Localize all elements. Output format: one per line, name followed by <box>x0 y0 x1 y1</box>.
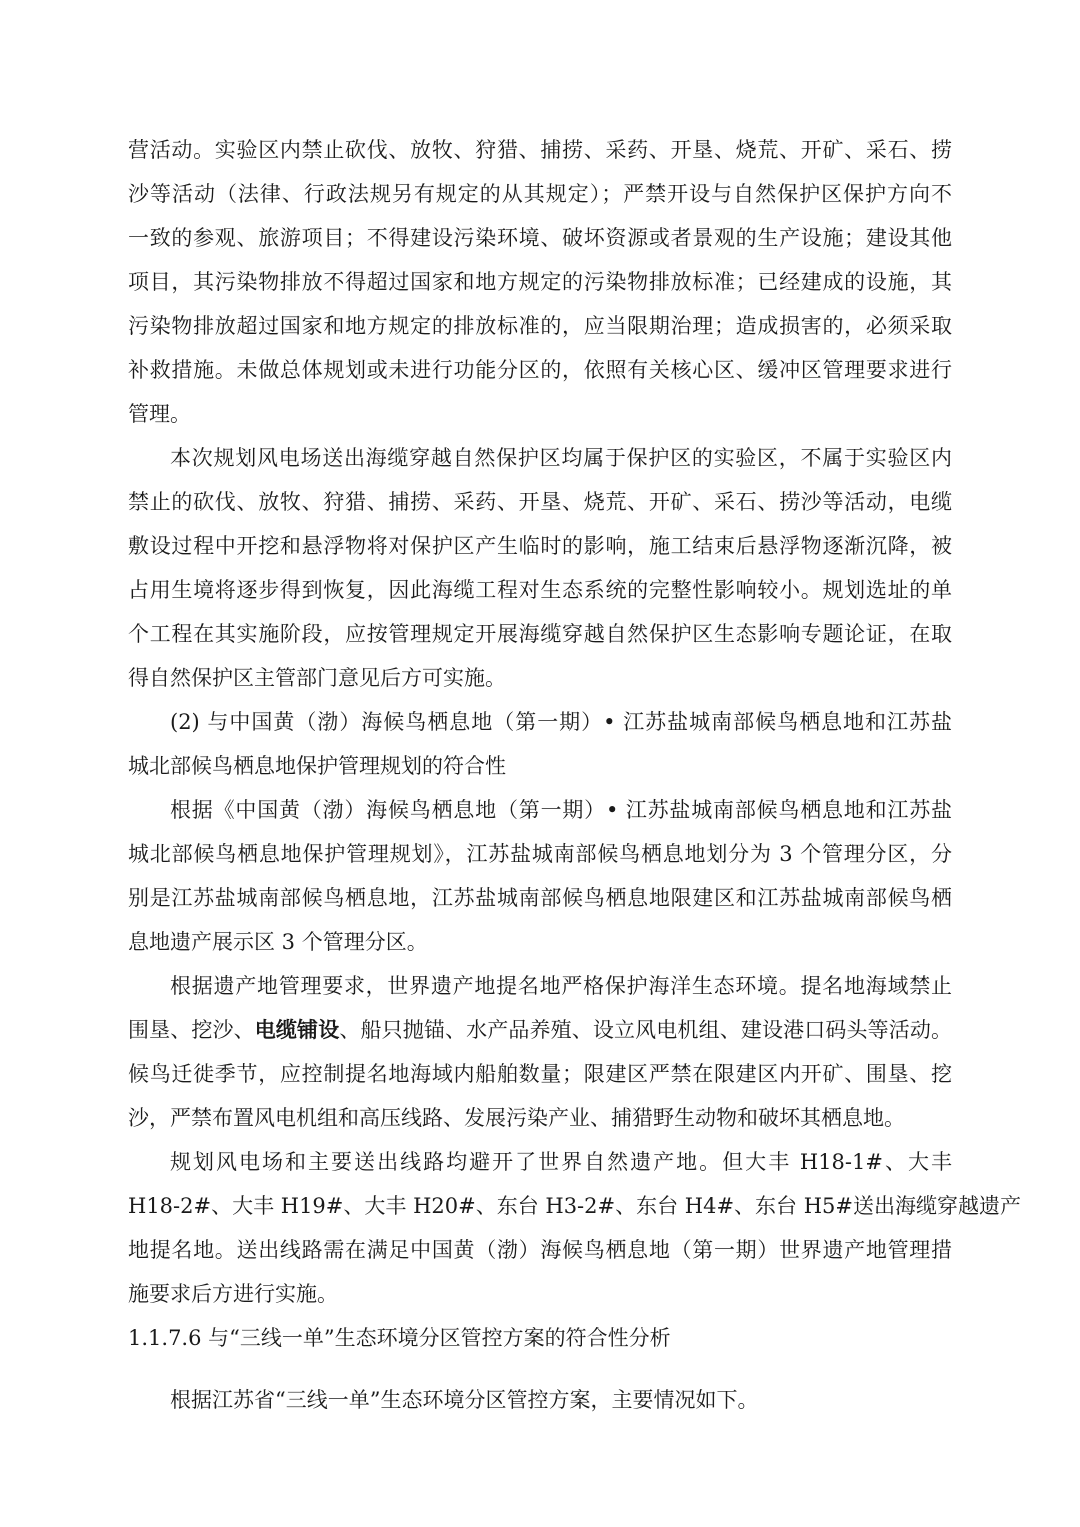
text-line: 根据江苏省“三线一单”生态环境分区管控方案，主要情况如下。 <box>170 1388 759 1412</box>
text-line: 息地遗产展示区 3 个管理分区。 <box>128 930 428 954</box>
text-line: 管理。 <box>128 402 191 426</box>
text-line: 施要求后方进行实施。 <box>128 1282 338 1306</box>
text-line: 城北部候鸟栖息地保护管理规划》，江苏盐城南部候鸟栖息地划分为 3 个管理分区，分 <box>128 842 952 866</box>
text-line: 沙等活动（法律、行政法规另有规定的从其规定）；严禁开设与自然保护区保护方向不 <box>128 182 952 206</box>
text-line: 一致的参观、旅游项目；不得建设污染环境、破坏资源或者景观的生产设施；建设其他 <box>128 226 952 250</box>
text-line: 得自然保护区主管部门意见后方可实施。 <box>128 666 506 690</box>
paragraph <box>128 788 952 964</box>
text-line: 补救措施。未做总体规划或未进行功能分区的，依照有关核心区、缓冲区管理要求进行 <box>128 358 952 382</box>
text-line: 个工程在其实施阶段，应按管理规定开展海缆穿越自然保护区生态影响专题论证，在取 <box>128 622 952 646</box>
text-segment: 、船只抛锚、水产品养殖、设立风电机组、建设港口码头等活动。 <box>339 1018 953 1042</box>
text-line: H18-2#、大丰 H19#、大丰 H20#、东台 H3-2#、东台 H4#、东台 H5#送出海缆穿越遗产 <box>128 1194 1021 1218</box>
paragraph <box>128 128 952 436</box>
text-line: 1.1.7.6 与“三线一单”生态环境分区管控方案的符合性分析 <box>128 1326 671 1350</box>
paragraph <box>128 436 952 700</box>
text-segment: 围垦、挖沙、 <box>128 1018 255 1042</box>
text-line: 项目，其污染物排放不得超过国家和地方规定的污染物排放标准；已经建成的设施，其 <box>128 270 952 294</box>
text-line: 营活动。实验区内禁止砍伐、放牧、狩猎、捕捞、采药、开垦、烧荒、开矿、采石、捞 <box>128 138 952 162</box>
text-line: 候鸟迁徙季节，应控制提名地海域内船舶数量；限建区严禁在限建区内开矿、围垦、挖 <box>128 1062 952 1086</box>
text-line: (2) 与中国黄（渤）海候鸟栖息地（第一期）• 江苏盐城南部候鸟栖息地和江苏盐 <box>170 710 952 734</box>
text-line: 本次规划风电场送出海缆穿越自然保护区均属于保护区的实验区，不属于实验区内 <box>170 446 952 470</box>
text-line: 地提名地。送出线路需在满足中国黄（渤）海候鸟栖息地（第一期）世界遗产地管理措 <box>128 1238 952 1262</box>
text-line: 根据遗产地管理要求，世界遗产地提名地严格保护海洋生态环境。提名地海域禁止 <box>170 974 952 998</box>
text-line: 敷设过程中开挖和悬浮物将对保护区产生临时的影响，施工结束后悬浮物逐渐沉降，被 <box>128 534 952 558</box>
text-line: 别是江苏盐城南部候鸟栖息地，江苏盐城南部候鸟栖息地限建区和江苏盐城南部候鸟栖 <box>128 886 952 910</box>
text-line: 禁止的砍伐、放牧、狩猎、捕捞、采药、开垦、烧荒、开矿、采石、捞沙等活动，电缆 <box>128 490 952 514</box>
text-line: 城北部候鸟栖息地保护管理规划的符合性 <box>128 754 506 778</box>
text-line: 沙，严禁布置风电机组和高压线路、发展污染产业、捕猎野生动物和破坏其栖息地。 <box>128 1106 905 1130</box>
paragraph <box>128 964 952 1140</box>
text-line: 污染物排放超过国家和地方规定的排放标准的，应当限期治理；造成损害的，必须采取 <box>128 314 952 338</box>
text-line <box>128 1008 952 1052</box>
paragraph <box>128 1378 952 1422</box>
paragraph <box>128 1140 1021 1316</box>
bold-text: 电缆铺设 <box>254 1018 340 1042</box>
text-line: 根据《中国黄（渤）海候鸟栖息地（第一期）• 江苏盐城南部候鸟栖息地和江苏盐 <box>170 798 952 822</box>
document-page <box>128 128 1021 1422</box>
text-line: 占用生境将逐步得到恢复，因此海缆工程对生态系统的完整性影响较小。规划选址的单 <box>128 578 952 602</box>
section-heading <box>128 1316 952 1360</box>
paragraph <box>128 700 952 788</box>
text-line: 规划风电场和主要送出线路均避开了世界自然遗产地。但大丰 H18-1#、大丰 <box>170 1150 952 1174</box>
